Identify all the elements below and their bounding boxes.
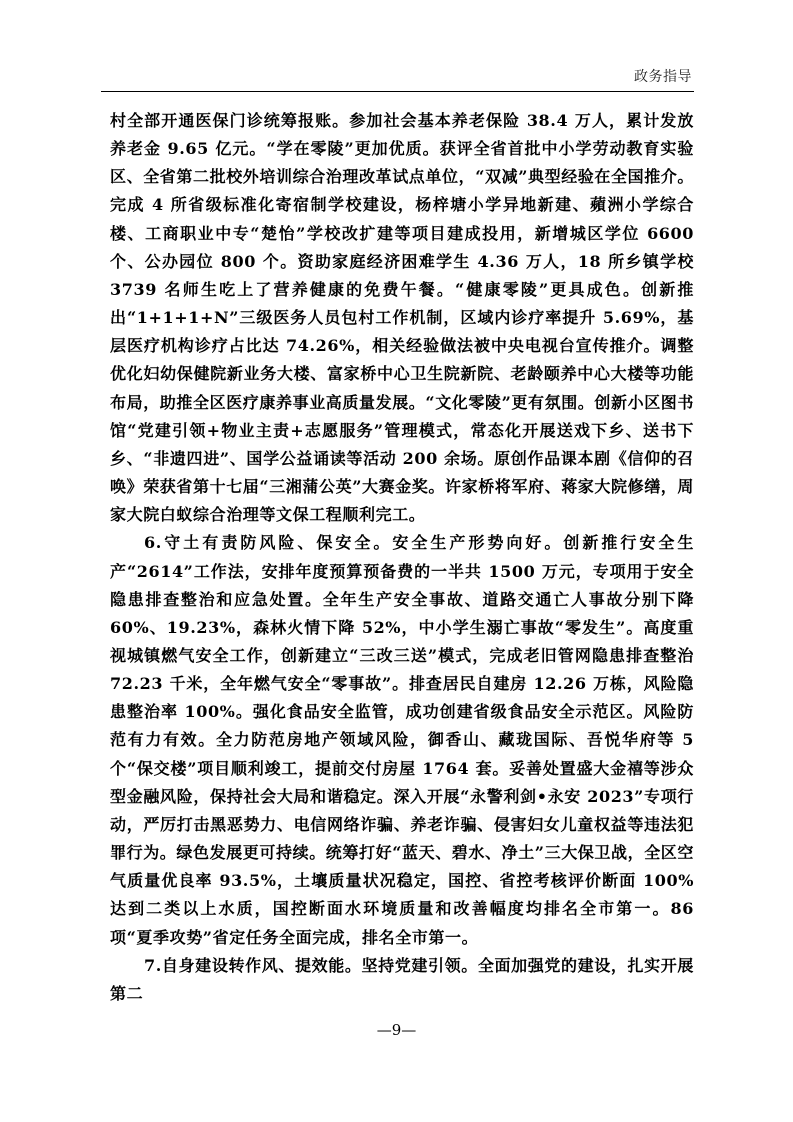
document-body xyxy=(110,107,694,1008)
page-number: —9— xyxy=(376,1021,417,1039)
paragraph-self-construction: 7.自身建设转作风、提效能。坚持党建引领。全面加强党的建设，扎实开展第二 xyxy=(110,955,694,1003)
paragraph-continuation: 村全部开通医保门诊统筹报账。参加社会基本养老保险 38.4 万人，累计发放养老金 9.65 亿元。“学在零陵”更加优质。获评全省首批中小学劳动教育实验区、全省第二批校外培训综合治理改革试点单位，“双减”典型经验在全国推介。完成 4 所省级标准化寄宿制学校建设，杨梓塘小学异地新建、蘋洲小学综合楼、工商职业中专“楚怡”学校改扩建等项目建成投用，新增城区学位 6600 个、公办园位 800 个。资助家庭经济困难学生 4.36 万人，18 所乡镇学校 3739 名师生吃上了营养健康的免费午餐。“健康零陵”更具成色。创新推出“1+1+1+N”三级医务人员包村工作机制，区域内诊疗率提升 5.69%，基层医疗机构诊疗占比达 74.26%，相关经验做法被中央电视台宣传推介。调整优化妇幼保健院新业务大楼、富家桥中心卫生院新院、老龄颐养中心大楼等功能布局，助推全区医疗康养事业高质量发展。“文化零陵”更有氛围。创新小区图书馆“党建引领+物业主责+志愿服务”管理模式，常态化开展送戏下乡、送书下乡、“非遗四进”、国学公益诵读等活动 200 余场。原创作品课本剧《信仰的召唤》荣获省第十七届“三湘蒲公英”大赛金奖。许家桥将军府、蒋家大院修缮，周家大院白蚁综合治理等文保工程顺利完工。 xyxy=(110,111,695,525)
running-header-label: 政务指导 xyxy=(634,69,692,85)
header-divider xyxy=(101,91,694,92)
paragraph-safety: 6.守土有责防风险、保安全。安全生产形势向好。创新推行安全生产“2614”工作法，安排年度预算预备费的一半共 1500 万元，专项用于安全隐患排查整治和应急处置。全年生产安全事故、道路交通亡人事故分别下降 60%、19.23%，森林火情下降 52%，中小学生溺亡事故“零发生”。高度重视城镇燃气安全工作，创新建立“三改三送”模式，完成老旧管网隐患排查整治 72.23 千米，全年燃气安全“零事故”。排查居民自建房 12.26 万栋，风险隐患整治率 100%。强化食品安全监管，成功创建省级食品安全示范区。风险防范有力有效。全力防范房地产领域风险，御香山、藏珑国际、吾悦华府等 5 个“保交楼”项目顺利竣工，提前交付房屋 1764 套。妥善处置盛大金禧等涉众型金融风险，保持社会大局和谐稳定。深入开展“永警利剑•永安 2023”专项行动，严厉打击黑恶势力、电信网络诈骗、养老诈骗、侵害妇女儿童权益等违法犯罪行为。绿色发展更可持续。统筹打好“蓝天、碧水、净土”三大保卫战，全区空气质量优良率 93.5%，土壤质量状况稳定，国控、省控考核评价断面 100%达到二类以上水质，国控断面水环境质量和改善幅度均排名全市第一。86 项“夏季攻势”省定任务全面完成，排名全市第一。 xyxy=(110,533,695,947)
